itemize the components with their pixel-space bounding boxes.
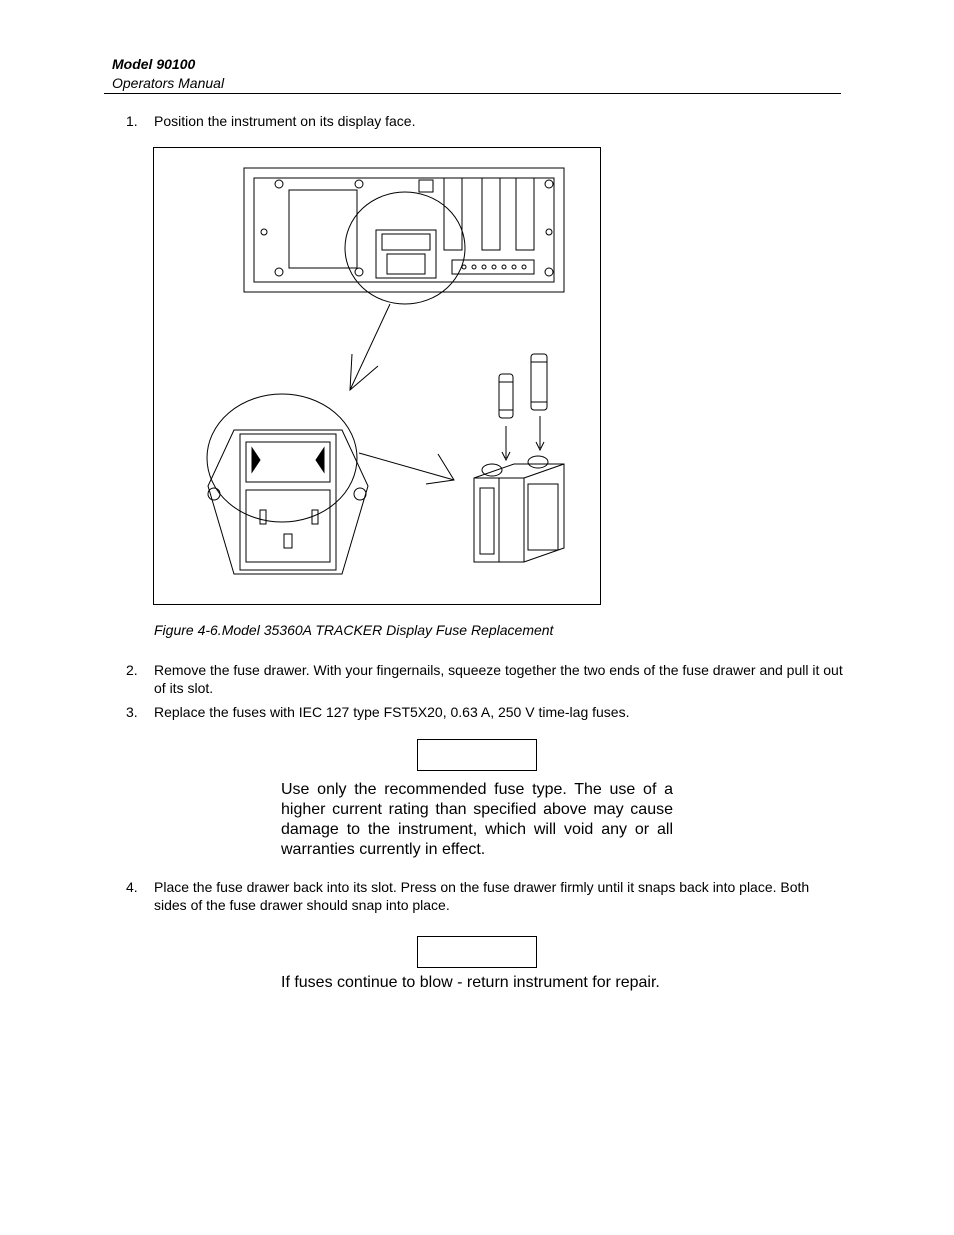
manual-subtitle: Operators Manual — [112, 75, 225, 91]
step-3-text: Replace the fuses with IEC 127 type FST5X20, 0.63 A, 250 V time-lag fuses. — [154, 704, 630, 720]
header-rule — [104, 93, 841, 94]
manual-model-title: Model 90100 — [112, 56, 196, 72]
caution-text: Use only the recommended fuse type. The use of a higher current rating than specified above may cause damage to the instrument, which will void any or all warranties currently in effect. — [281, 781, 673, 858]
step-2-number: 2. — [126, 662, 138, 678]
note-text: If fuses continue to blow - return instrument for repair. — [281, 974, 660, 991]
fuses-illustration — [499, 354, 547, 460]
fuse-drawer-illustration — [474, 456, 564, 562]
step-3-number: 3. — [126, 704, 138, 720]
detail-circle-large — [207, 394, 357, 522]
power-entry-module-illustration — [208, 430, 368, 574]
step-1-number: 1. — [126, 113, 138, 129]
step-1-text: Position the instrument on its display face. — [154, 113, 416, 129]
step-4-text: Place the fuse drawer back into its slot. Press on the fuse drawer firmly until it snaps back into place. Both sides of the fuse drawer should snap into place. — [154, 879, 810, 913]
figure-caption: Figure 4-6.Model 35360A TRACKER Display Fuse Replacement — [154, 622, 554, 638]
step-2-text: Remove the fuse drawer. With your fingernails, squeeze together the two ends of the fuse drawer and pull it out of its slot. — [154, 662, 843, 696]
step-4-number: 4. — [126, 879, 138, 895]
note-label-box — [417, 936, 537, 968]
rear-panel-illustration — [244, 168, 564, 292]
caution-label-box — [417, 739, 537, 771]
fuse-replacement-drawing — [154, 148, 602, 606]
figure-fuse-replacement — [153, 147, 601, 605]
detail-circle-small — [345, 192, 465, 304]
